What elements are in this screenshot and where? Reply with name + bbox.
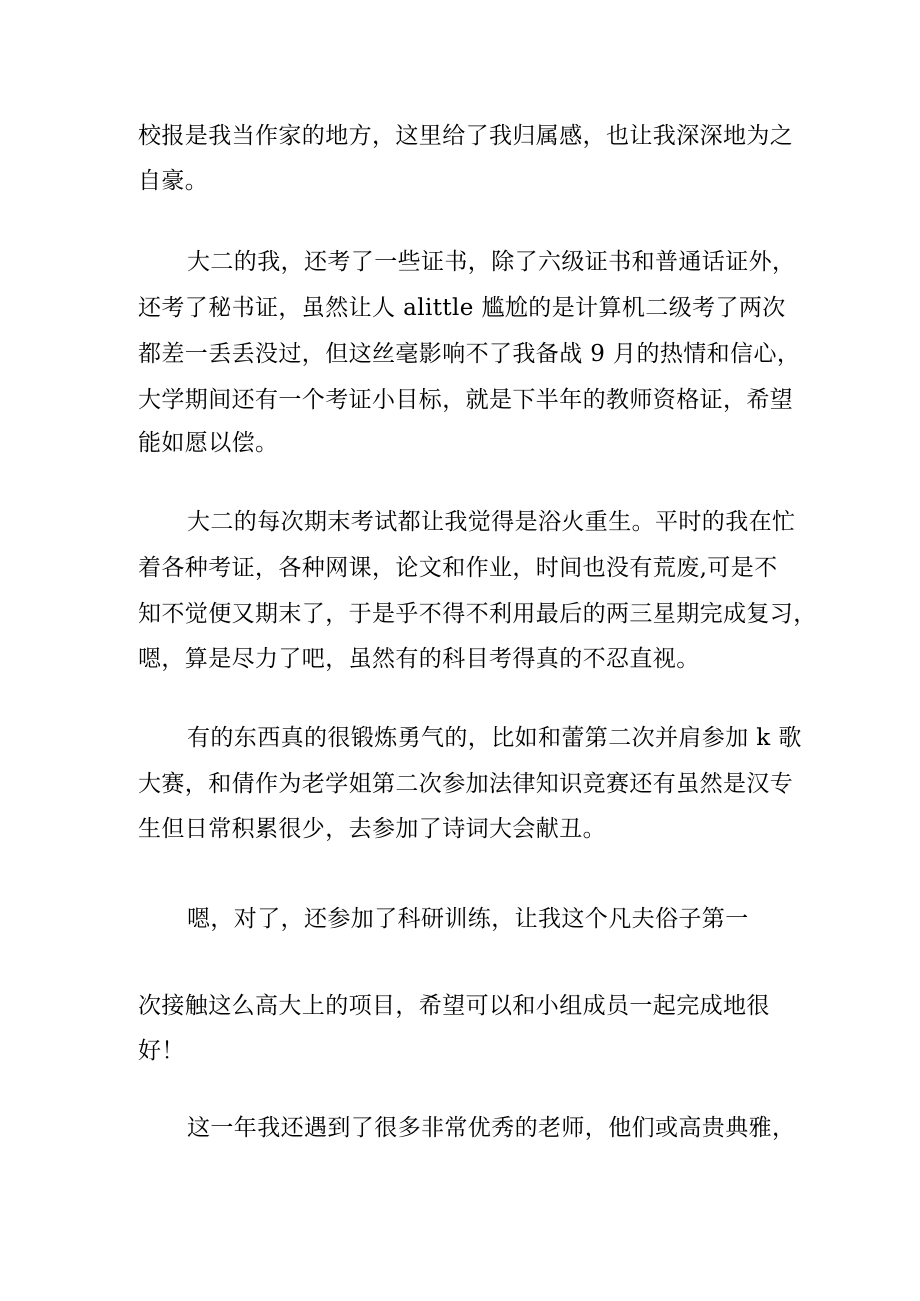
paragraph-line: 着各种考证，各种网课，论文和作业，时间也没有荒废,可是不	[138, 555, 778, 581]
paragraph-line: 大二的每次期末考试都让我觉得是浴火重生。平时的我在忙	[187, 509, 796, 535]
paragraph-line: 嗯，对了，还参加了科研训练，让我这个凡夫俗子第一	[187, 906, 749, 932]
paragraph-line: 自豪。	[138, 168, 209, 194]
paragraph-line: 大学期间还有一个考证小目标，就是下半年的教师资格证，希望	[138, 387, 794, 413]
paragraph-line: 知不觉便又期末了，于是乎不得不利用最后的两三星期完成复习，	[138, 601, 817, 627]
paragraph-line: 有的东西真的很锻炼勇气的，比如和蕾第二次并肩参加 k 歌	[187, 725, 802, 751]
paragraph-line: 大二的我，还考了一些证书，除了六级证书和普通话证外，	[187, 249, 796, 275]
paragraph-line: 能如愿以偿。	[138, 430, 279, 456]
paragraph-line: 好！	[138, 1038, 185, 1064]
paragraph-line: 次接触这么高大上的项目，希望可以和小组成员一起完成地很	[138, 993, 770, 1019]
paragraph-line: 都差一丢丢没过，但这丝毫影响不了我备战 9 月的热情和信心，	[138, 341, 801, 367]
paragraph-line: 生但日常积累很少，去参加了诗词大会献丑。	[138, 816, 606, 842]
paragraph-line: 还考了秘书证，虽然让人 alittle 尴尬的是计算机二级考了两次	[138, 295, 786, 321]
paragraph-line: 嗯，算是尽力了吧，虽然有的科目考得真的不忍直视。	[138, 646, 700, 672]
paragraph-line: 大赛，和倩作为老学姐第二次参加法律知识竞赛还有虽然是汉专	[138, 771, 794, 797]
paragraph-line: 这一年我还遇到了很多非常优秀的老师，他们或高贵典雅，	[187, 1115, 796, 1141]
paragraph-line: 校报是我当作家的地方，这里给了我归属感，也让我深深地为之	[138, 123, 794, 149]
